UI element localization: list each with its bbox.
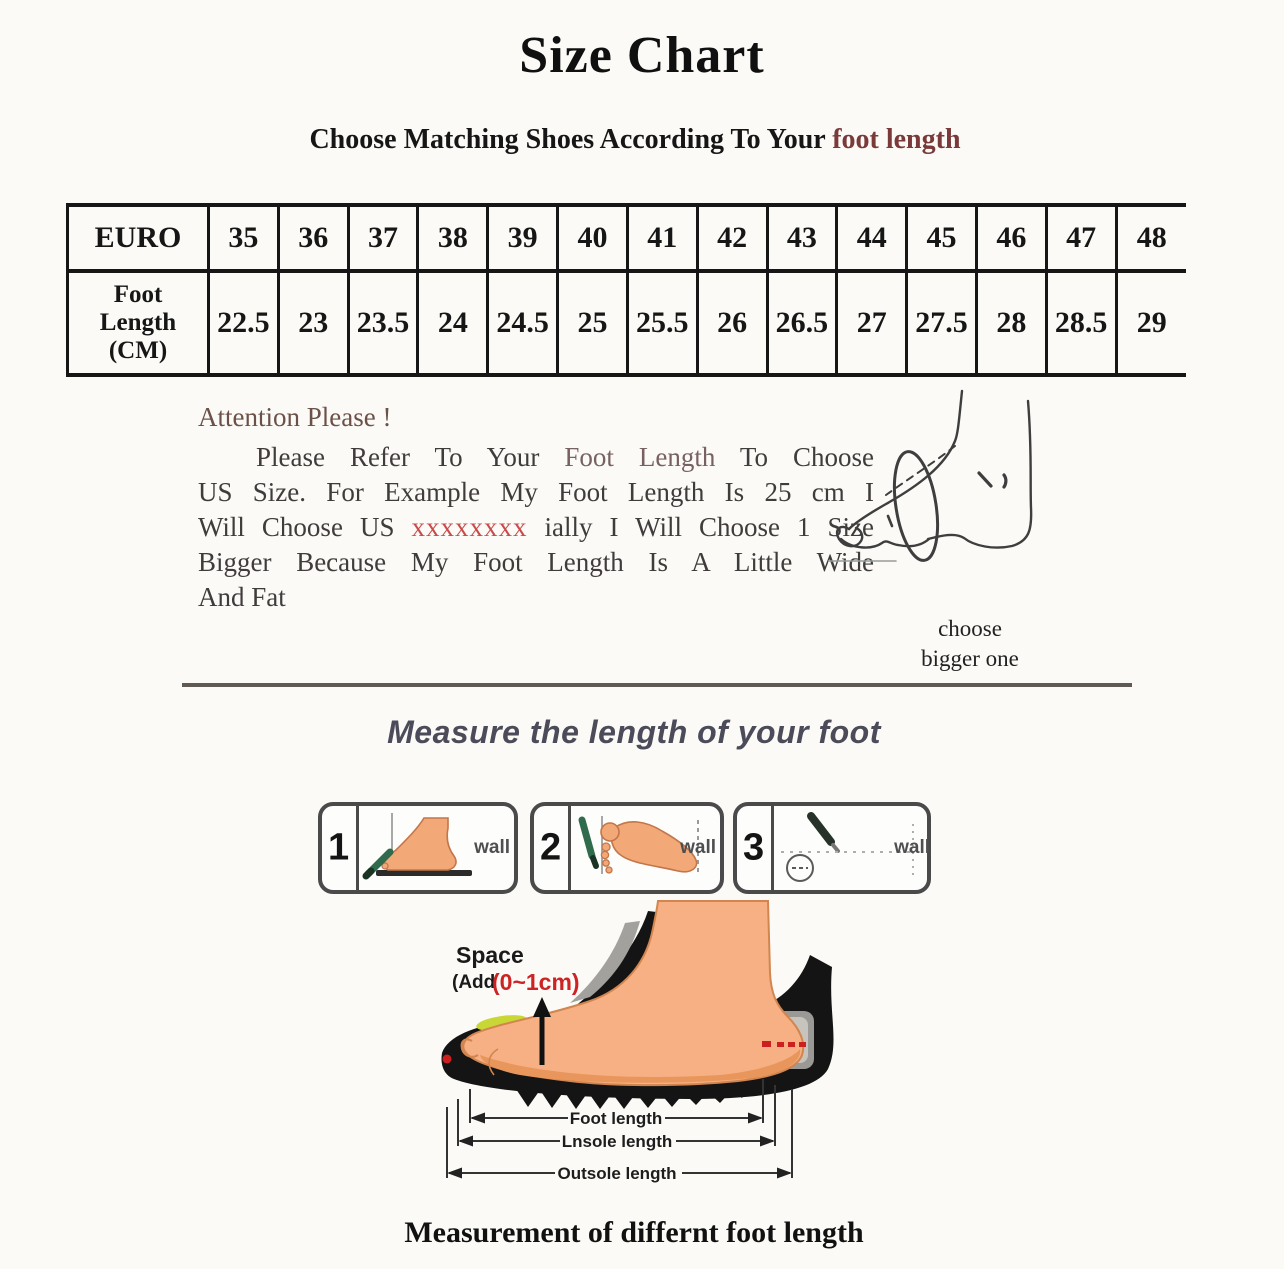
- insole-length-label: Lnsole length: [561, 1132, 673, 1151]
- attention-line-3-redacted: xxxxxxxx: [411, 512, 528, 542]
- attention-line-1-post: To Choose: [739, 442, 875, 472]
- foot-length-cell: 24.5: [488, 271, 558, 375]
- panel-3-wall-label: wall: [894, 837, 930, 858]
- foot-length-cell: 26.5: [767, 271, 837, 375]
- attention-line-2: US Size. For Example My Foot Length Is 25 cm I: [198, 477, 874, 507]
- foot-length-label: Foot length: [569, 1109, 663, 1128]
- panel-2-divider: [568, 806, 571, 890]
- euro-size-cell: 35: [209, 205, 279, 271]
- euro-size-cell: 43: [767, 205, 837, 271]
- euro-size-cell: 39: [488, 205, 558, 271]
- foot-sketch-illustration: [828, 378, 1128, 628]
- attention-line-5: And Fat: [198, 582, 286, 612]
- measure-panel-2: [530, 802, 724, 894]
- space-sub-label: (Add: [452, 972, 496, 993]
- foot-length-row: [68, 271, 1187, 375]
- attention-line-1: [198, 440, 874, 475]
- size-conversion-table: [66, 203, 1186, 377]
- foot-length-cell: 22.5: [209, 271, 279, 375]
- euro-size-cell: 37: [348, 205, 418, 271]
- attention-line-3-pre: Will Choose US: [198, 512, 395, 542]
- euro-row: [68, 205, 1187, 271]
- foot-length-row-header: Foot Length (CM): [68, 271, 209, 375]
- euro-size-cell: 38: [418, 205, 488, 271]
- space-label: Space: [456, 942, 524, 968]
- panel-1-foot-side-illustration: [360, 808, 478, 884]
- foot-length-cell: 23.5: [348, 271, 418, 375]
- foot-length-cell: 27: [837, 271, 907, 375]
- measure-panel-3: [733, 802, 931, 894]
- section-divider: [182, 683, 1132, 687]
- panel-2-wall-label: wall: [680, 837, 716, 858]
- panel-1-divider: [356, 806, 359, 890]
- subtitle-text: Choose Matching Shoes According To Your: [309, 124, 826, 155]
- measure-panel-1: [318, 802, 518, 894]
- euro-size-cell: 46: [976, 205, 1046, 271]
- foot-length-cell: 25: [558, 271, 628, 375]
- euro-size-cell: 45: [907, 205, 977, 271]
- outsole-length-label: Outsole length: [557, 1164, 677, 1183]
- choose-bigger-note: [876, 614, 1064, 674]
- euro-size-cell: 48: [1116, 205, 1186, 271]
- foot-length-cell: 29: [1116, 271, 1186, 375]
- foot-sketch-lines: [828, 391, 1031, 563]
- euro-size-cell: 44: [837, 205, 907, 271]
- attention-heading: Attention Please !: [198, 402, 392, 432]
- panel-2-number: 2: [540, 826, 562, 869]
- foot-length-cell: 24: [418, 271, 488, 375]
- panel-3-number: 3: [743, 826, 765, 869]
- subtitle-highlight: foot length: [832, 124, 961, 155]
- panel-1-wall-label: wall: [474, 837, 510, 858]
- foot-length-cell: 27.5: [907, 271, 977, 375]
- attention-line-1-em: Foot Length: [564, 442, 716, 472]
- euro-size-cell: 41: [627, 205, 697, 271]
- diagram-caption: Measurement of differnt foot length: [404, 1216, 864, 1249]
- foot-length-cell: 26: [697, 271, 767, 375]
- euro-size-cell: 36: [278, 205, 348, 271]
- attention-line-3-post: ially I Will Choose 1 Size: [544, 512, 875, 542]
- attention-line-4: Bigger Because My Foot Length Is A Little Wide: [198, 547, 874, 577]
- euro-row-header: EURO: [68, 205, 209, 271]
- foot-length-cell: 23: [278, 271, 348, 375]
- space-range-label: (0~1cm): [492, 969, 580, 995]
- euro-size-cell: 40: [558, 205, 628, 271]
- attention-line-3: [198, 510, 874, 545]
- page-title: Size Chart: [519, 27, 765, 84]
- attention-line-1-pre: Please Refer To Your: [256, 442, 540, 472]
- foot-length-cell: 28.5: [1046, 271, 1116, 375]
- choose-note-line-1: choose: [938, 616, 1002, 641]
- foot-length-cell: 25.5: [627, 271, 697, 375]
- euro-size-cell: 42: [697, 205, 767, 271]
- panel-3-divider: [771, 806, 774, 890]
- choose-note-line-2: bigger one: [921, 646, 1019, 671]
- euro-size-cell: 47: [1046, 205, 1116, 271]
- subtitle: [0, 124, 1270, 156]
- attention-block: [198, 402, 874, 615]
- panel-1-number: 1: [328, 826, 350, 869]
- foot-length-cell: 28: [976, 271, 1046, 375]
- foot-measurement-diagram: [420, 893, 910, 1205]
- measure-section-heading: Measure the length of your foot: [387, 714, 881, 750]
